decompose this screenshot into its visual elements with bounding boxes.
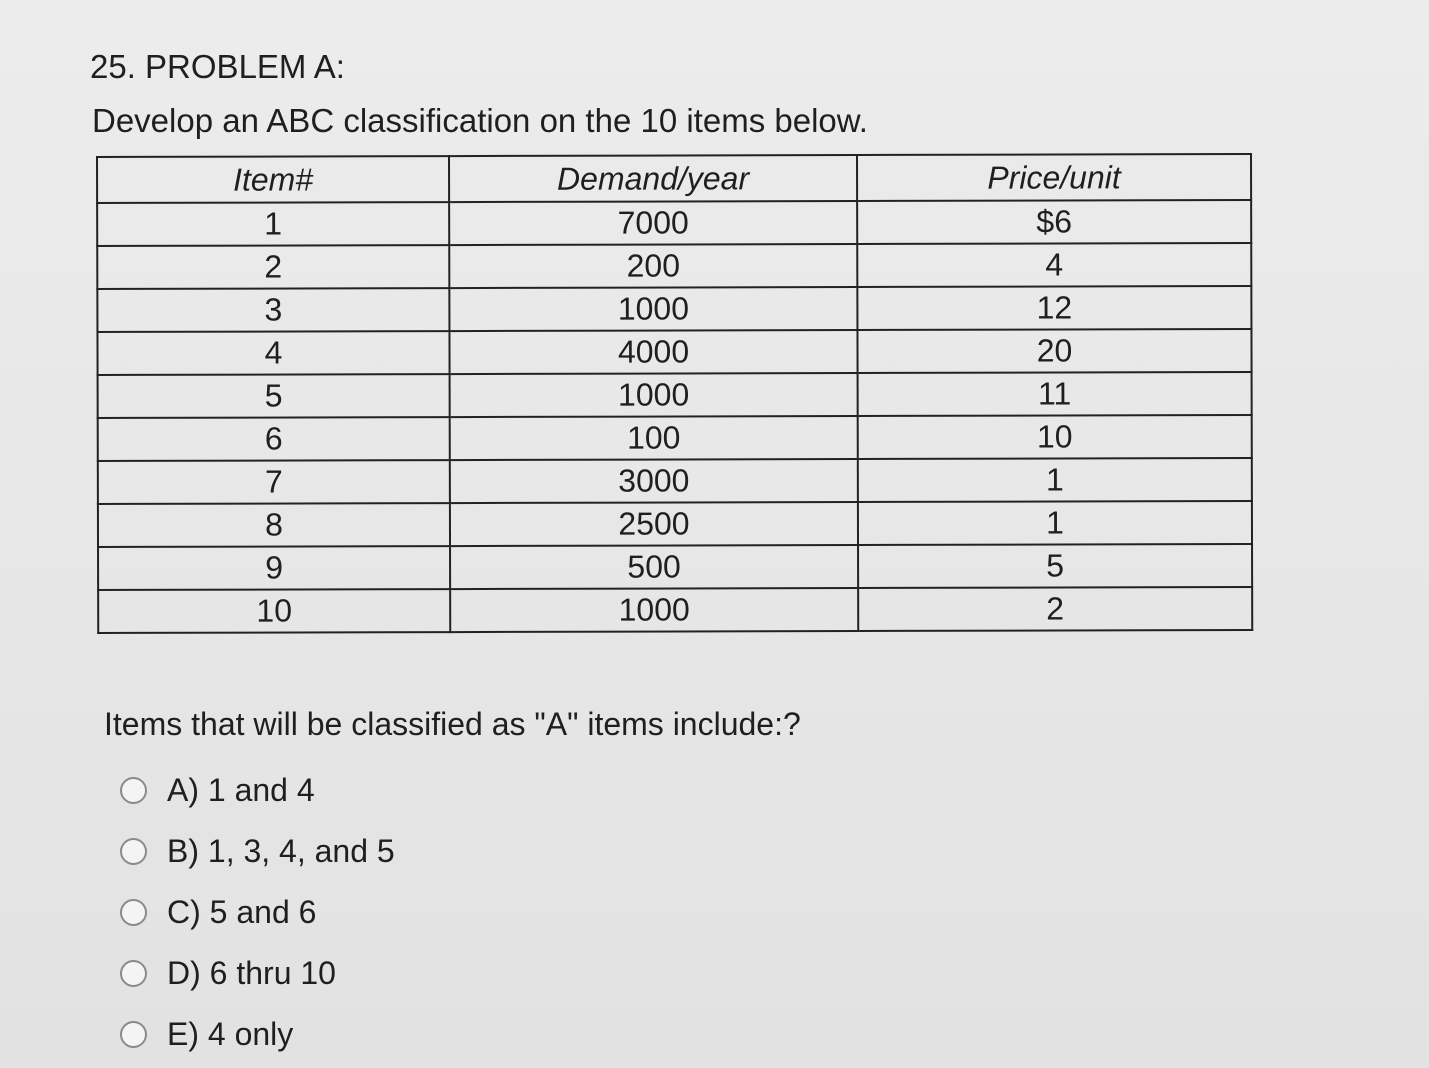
table-row [97,329,1251,375]
header-price: Price/unit [857,154,1251,201]
cell-demand: 4000 [449,330,857,374]
table-row [97,200,1251,246]
cell-price: 5 [858,544,1252,588]
cell-demand: 7000 [449,201,857,245]
cell-item: 1 [97,202,449,246]
option-e[interactable] [120,1004,395,1065]
question-text: Items that will be classified as "A" items include:? [104,706,801,742]
table-row [98,587,1252,633]
option-c[interactable] [120,882,395,943]
table-row [97,286,1251,332]
cell-demand: 100 [450,416,858,460]
cell-demand: 1000 [450,373,858,417]
abc-data-table [96,153,1253,634]
data-table-container [96,153,1251,634]
radio-button-icon[interactable] [120,899,147,926]
option-a[interactable] [120,760,395,821]
table-row [98,544,1252,590]
cell-item: 4 [97,331,449,375]
problem-title: 25. PROBLEM A: [90,48,345,85]
problem-intro: Develop an ABC classification on the 10 items below. [92,102,868,139]
cell-item: 5 [98,374,450,418]
option-label: C) 5 and 6 [167,894,317,930]
table-row [98,415,1252,461]
option-label: D) 6 thru 10 [167,955,336,991]
cell-item: 7 [98,460,450,504]
cell-price: 4 [857,243,1251,287]
cell-price: 1 [858,501,1252,545]
option-label: A) 1 and 4 [167,772,315,808]
cell-item: 6 [98,417,450,461]
radio-button-icon[interactable] [120,838,147,865]
option-d[interactable] [120,943,395,1004]
table-row [97,243,1251,289]
cell-price: 10 [858,415,1252,459]
radio-button-icon[interactable] [120,1021,147,1048]
cell-demand: 1000 [450,588,858,632]
cell-item: 8 [98,503,450,547]
cell-demand: 500 [450,545,858,589]
answer-options [120,760,395,1065]
cell-demand: 2500 [450,502,858,546]
cell-price: 11 [858,372,1252,416]
cell-item: 2 [97,245,449,289]
table-header-row [97,154,1251,203]
header-item: Item# [97,156,449,203]
cell-item: 9 [98,546,450,590]
cell-price: 1 [858,458,1252,502]
cell-demand: 1000 [449,287,857,331]
cell-price: 2 [858,587,1252,631]
cell-demand: 200 [449,244,857,288]
option-label: B) 1, 3, 4, and 5 [167,833,395,869]
cell-price: 20 [857,329,1251,373]
option-label: E) 4 only [167,1016,294,1052]
cell-price: $6 [857,200,1251,244]
cell-item: 10 [98,589,450,633]
cell-demand: 3000 [450,459,858,503]
table-row [98,458,1252,504]
table-row [98,501,1252,547]
header-demand: Demand/year [449,155,857,202]
option-b[interactable] [120,821,395,882]
cell-price: 12 [857,286,1251,330]
radio-button-icon[interactable] [120,960,147,987]
table-row [98,372,1252,418]
radio-button-icon[interactable] [120,777,147,804]
cell-item: 3 [97,288,449,332]
